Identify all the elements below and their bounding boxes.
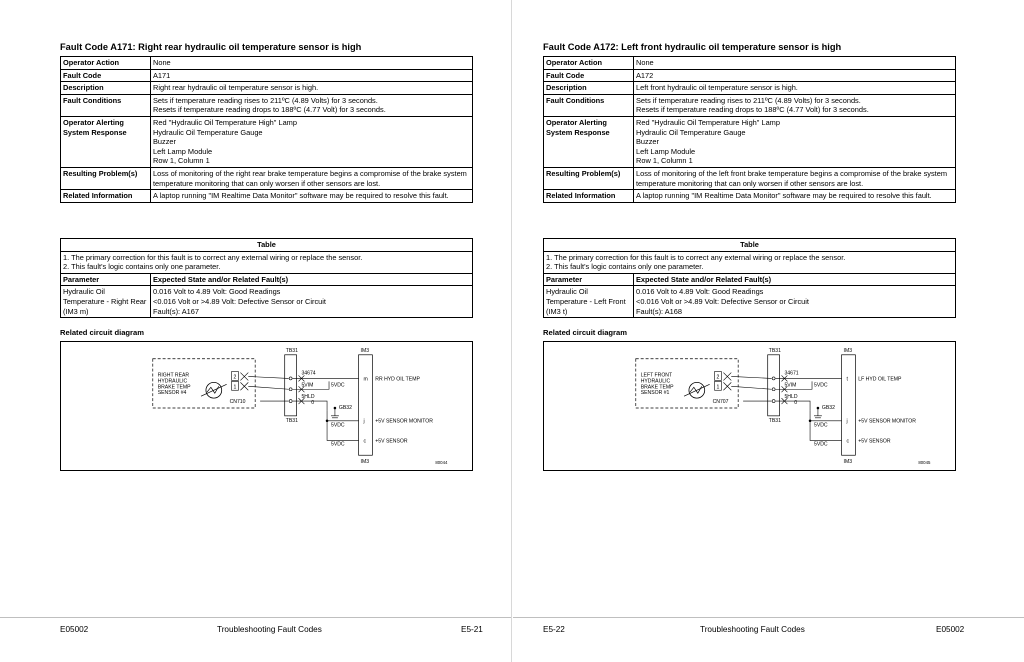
- wire-label: 5HLD: [784, 394, 798, 401]
- fault-info-value: [634, 57, 956, 70]
- connector-pin: 2: [233, 374, 237, 381]
- expected-state: <0.016 Volt or >4.89 Volt: Defective Sensor or Circuit: [636, 296, 809, 306]
- fault-info-line: Loss of monitoring of the right rear brake temperature begins a compromise of the brake system temperature monitoring that can only worsen if other sensors are lost.: [153, 168, 467, 188]
- terminal: [772, 400, 775, 403]
- terminal: [289, 400, 292, 403]
- fault-info-row: [544, 167, 956, 189]
- fault-info-row: [61, 190, 473, 203]
- parameter-table: [543, 238, 956, 318]
- wire-label: 34674: [301, 370, 316, 377]
- im3-pin: t: [846, 376, 848, 383]
- fault-info-row: [544, 94, 956, 116]
- fault-info-row: [61, 57, 473, 70]
- column-header-parameter: Parameter: [61, 273, 151, 286]
- sensor-label: SENSOR #1: [640, 390, 670, 397]
- voltage-label: 5VDC: [330, 422, 345, 429]
- fault-info-table: [60, 56, 473, 203]
- table-note: 2. This fault's logic contains only one parameter.: [63, 262, 221, 272]
- fault-info-table: [543, 56, 956, 203]
- wire: [248, 376, 288, 401]
- expected-states: [151, 286, 473, 318]
- sensor-element: [690, 386, 702, 393]
- fault-info-label: Fault Code: [544, 69, 634, 82]
- footer-rule-right: [513, 617, 1024, 618]
- fault-info-line: Row 1, Column 1: [636, 156, 693, 166]
- fault-info-line: Left front hydraulic oil temperature sensor is high.: [636, 83, 798, 93]
- fault-info-label: Description: [544, 82, 634, 95]
- fault-info-line: A171: [153, 70, 171, 80]
- sensor-label: LEFT FRONT: [640, 372, 673, 379]
- expected-state: 0.016 Volt to 4.89 Volt: Good Readings: [636, 287, 764, 297]
- fault-info-row: [61, 167, 473, 189]
- terminal-block: [768, 355, 780, 416]
- fault-info-row: [544, 57, 956, 70]
- fault-info-line: Left Lamp Module: [153, 146, 213, 156]
- terminal-block-label: TB31: [768, 347, 781, 354]
- page-right: [543, 0, 963, 662]
- signal-label: +5V SENSOR MONITOR: [858, 418, 916, 425]
- sensor-arrow: [684, 384, 710, 396]
- connector-pin: 1: [716, 384, 720, 391]
- fault-info-line: Hydraulic Oil Temperature Gauge: [153, 127, 263, 137]
- fault-info-label: Operator Alerting System Response: [544, 116, 634, 167]
- fault-info-value: [151, 167, 473, 189]
- sensor-label: HYDRAULIC: [157, 378, 188, 385]
- connector-pin: 2: [716, 374, 720, 381]
- page-left: [60, 0, 480, 662]
- im3-pin: m: [363, 376, 368, 383]
- voltage-label: 5VDC: [330, 382, 345, 389]
- parameter-name: Hydraulic Oil Temperature - Right Rear (IM3 m): [61, 286, 151, 318]
- wire: [731, 376, 771, 401]
- expected-state: <0.016 Volt or >4.89 Volt: Defective Sensor or Circuit: [153, 296, 326, 306]
- fault-info-row: [544, 82, 956, 95]
- terminal-block: [285, 355, 297, 416]
- im3-label: IM3: [360, 459, 370, 466]
- wire-label: 5VIM: [784, 382, 797, 389]
- circuit-diagram-svg: [61, 342, 472, 470]
- fault-title: Fault Code A171: Right rear hydraulic oil temperature sensor is high: [60, 42, 362, 52]
- fault-info-row: [544, 116, 956, 167]
- fault-info-label: Related Information: [544, 190, 634, 203]
- sensor-label: BRAKE TEMP: [157, 384, 191, 391]
- footer-left-code: E05002: [60, 625, 89, 634]
- circuit-diagram-title: Related circuit diagram: [543, 328, 627, 337]
- expected-states: [634, 286, 956, 318]
- fault-info-value: [634, 116, 956, 167]
- page-divider: [511, 0, 512, 662]
- table-note: 2. This fault's logic contains only one parameter.: [546, 262, 704, 272]
- table-notes: [544, 251, 956, 273]
- connector-x: [240, 373, 248, 391]
- fault-info-line: Red "Hydraulic Oil Temperature High" Lamp: [153, 117, 297, 127]
- fault-info-line: Loss of monitoring of the left front brake temperature begins a compromise of the brake system temperature monitoring that can only worsen if other sensors are lost.: [636, 168, 947, 188]
- fault-info-value: [151, 116, 473, 167]
- sensor-label: RIGHT REAR: [157, 372, 190, 379]
- wire-label: 0: [794, 400, 798, 407]
- junction-dot: [326, 419, 329, 422]
- terminal-block-label: TB31: [285, 347, 298, 354]
- fault-info-line: A laptop running "IM Realtime Data Monitor" software may be required to resolve this fault.: [636, 191, 932, 201]
- table-note: 1. The primary correction for this fault is to correct any external wiring or replace the sensor.: [546, 252, 846, 262]
- voltage-label: 5VDC: [813, 422, 828, 429]
- signal-label: LF HYD OIL TEMP: [858, 376, 902, 383]
- im3-pin: c: [363, 438, 367, 445]
- connector-x: [723, 373, 731, 391]
- signal-label: +5V SENSOR: [375, 438, 408, 445]
- fault-info-row: [61, 94, 473, 116]
- fault-info-line: A laptop running "IM Realtime Data Monitor" software may be required to resolve this fault.: [153, 191, 449, 201]
- fault-info-line: Red "Hydraulic Oil Temperature High" Lamp: [636, 117, 780, 127]
- connector-label: CN707: [712, 399, 729, 406]
- footer-left-page: E5-21: [461, 625, 483, 634]
- fault-info-label: Fault Conditions: [544, 94, 634, 116]
- junction-dot: [809, 419, 812, 422]
- connector-label: CN710: [229, 399, 246, 406]
- fault-info-label: Fault Code: [61, 69, 151, 82]
- fault-info-label: Operator Alerting System Response: [61, 116, 151, 167]
- fault-info-row: [61, 69, 473, 82]
- fault-info-line: Row 1, Column 1: [153, 156, 210, 166]
- fault-info-line: Sets if temperature reading rises to 211ºC (4.89 Volts) for 3 seconds.: [636, 95, 861, 105]
- voltage-label: 5VDC: [813, 441, 828, 448]
- footer-right-code: E05002: [936, 625, 965, 634]
- fault-info-line: Right rear hydraulic oil temperature sensor is high.: [153, 83, 319, 93]
- fault-info-label: Description: [61, 82, 151, 95]
- fault-info-label: Operator Action: [544, 57, 634, 70]
- expected-state: Fault(s): A168: [636, 306, 683, 316]
- fault-info-value: [634, 190, 956, 203]
- fault-info-label: Related Information: [61, 190, 151, 203]
- ground-symbol: [814, 408, 822, 418]
- wire-label: 5VIM: [301, 382, 314, 389]
- ground-label: GB32: [338, 404, 352, 411]
- circuit-diagram: [543, 341, 956, 471]
- column-header-parameter: Parameter: [544, 273, 634, 286]
- terminal: [289, 388, 292, 391]
- fault-info-line: Buzzer: [153, 137, 177, 147]
- fault-info-row: [61, 116, 473, 167]
- im3-label: IM3: [843, 347, 853, 354]
- ground-label: GB32: [821, 404, 835, 411]
- fault-info-value: [151, 94, 473, 116]
- sensor-label: SENSOR #4: [157, 390, 187, 397]
- footer-left-title: Troubleshooting Fault Codes: [217, 625, 322, 634]
- figure-number: 80044: [435, 460, 448, 466]
- circuit-diagram-svg: [544, 342, 955, 470]
- terminal: [289, 377, 292, 380]
- wire-label: 0: [311, 400, 315, 407]
- fault-info-line: Sets if temperature reading rises to 211ºC (4.89 Volts) for 3 seconds.: [153, 95, 378, 105]
- fault-info-label: Resulting Problem(s): [544, 167, 634, 189]
- terminal: [772, 388, 775, 391]
- fault-info-body: [61, 57, 473, 203]
- im3-label: IM3: [360, 347, 370, 354]
- sensor-label: HYDRAULIC: [640, 378, 671, 385]
- table-title: Table: [61, 239, 473, 252]
- im3-pin: j: [846, 418, 848, 425]
- fault-info-line: Resets if temperature reading drops to 188ºC (4.77 Volt) for 3 seconds.: [153, 105, 386, 115]
- fault-info-value: [634, 82, 956, 95]
- expected-state: 0.016 Volt to 4.89 Volt: Good Readings: [153, 287, 281, 297]
- fault-info-line: Resets if temperature reading drops to 188ºC (4.77 Volt) for 3 seconds.: [636, 105, 869, 115]
- fault-info-label: Fault Conditions: [61, 94, 151, 116]
- fault-info-row: [544, 190, 956, 203]
- column-header-expected-state: Expected State and/or Related Fault(s): [151, 273, 473, 286]
- fault-info-value: [151, 69, 473, 82]
- table-note: 1. The primary correction for this fault is to correct any external wiring or replace the sensor.: [63, 252, 363, 262]
- footer-rule-left: [0, 617, 511, 618]
- footer-right-title: Troubleshooting Fault Codes: [700, 625, 805, 634]
- signal-label: +5V SENSOR MONITOR: [375, 418, 433, 425]
- fault-info-row: [61, 82, 473, 95]
- parameter-table: [60, 238, 473, 318]
- circuit-diagram-title: Related circuit diagram: [60, 328, 144, 337]
- terminal: [772, 377, 775, 380]
- figure-number: 80045: [918, 460, 931, 466]
- wire-label: 5HLD: [301, 394, 315, 401]
- fault-info-value: [634, 167, 956, 189]
- fault-info-value: [634, 69, 956, 82]
- im3-pin: c: [846, 438, 850, 445]
- expected-state: Fault(s): A167: [153, 306, 200, 316]
- fault-info-label: Operator Action: [61, 57, 151, 70]
- fault-info-line: None: [153, 58, 171, 67]
- fault-title: Fault Code A172: Left front hydraulic oil temperature sensor is high: [543, 42, 842, 52]
- fault-info-body: [544, 57, 956, 203]
- im3-label: IM3: [843, 459, 853, 466]
- fault-info-line: Hydraulic Oil Temperature Gauge: [636, 127, 746, 137]
- terminal-block-label: TB31: [285, 417, 298, 424]
- fault-info-label: Resulting Problem(s): [61, 167, 151, 189]
- footer-right-page: E5-22: [543, 625, 565, 634]
- sensor-element: [207, 386, 219, 393]
- voltage-label: 5VDC: [330, 441, 345, 448]
- fault-info-value: [634, 94, 956, 116]
- im3-pin: j: [363, 418, 365, 425]
- terminal-block-label: TB31: [768, 417, 781, 424]
- wire-label: 34671: [784, 370, 799, 377]
- fault-info-value: [151, 190, 473, 203]
- fault-info-row: [544, 69, 956, 82]
- fault-info-line: A172: [636, 70, 654, 80]
- table-title: Table: [544, 239, 956, 252]
- voltage-label: 5VDC: [813, 382, 828, 389]
- fault-info-line: Left Lamp Module: [636, 146, 696, 156]
- circuit-diagram: [60, 341, 473, 471]
- ground-symbol: [331, 408, 339, 418]
- table-notes: [61, 251, 473, 273]
- sensor-arrow: [201, 384, 227, 396]
- column-header-expected-state: Expected State and/or Related Fault(s): [634, 273, 956, 286]
- signal-label: +5V SENSOR: [858, 438, 891, 445]
- connector-pin: 1: [233, 384, 237, 391]
- fault-info-line: None: [636, 58, 654, 67]
- signal-label: RR HYD OIL TEMP: [375, 376, 420, 383]
- fault-info-line: Buzzer: [636, 137, 660, 147]
- fault-info-value: [151, 57, 473, 70]
- parameter-name: Hydraulic Oil Temperature - Left Front (IM3 t): [544, 286, 634, 318]
- fault-info-value: [151, 82, 473, 95]
- sensor-label: BRAKE TEMP: [640, 384, 674, 391]
